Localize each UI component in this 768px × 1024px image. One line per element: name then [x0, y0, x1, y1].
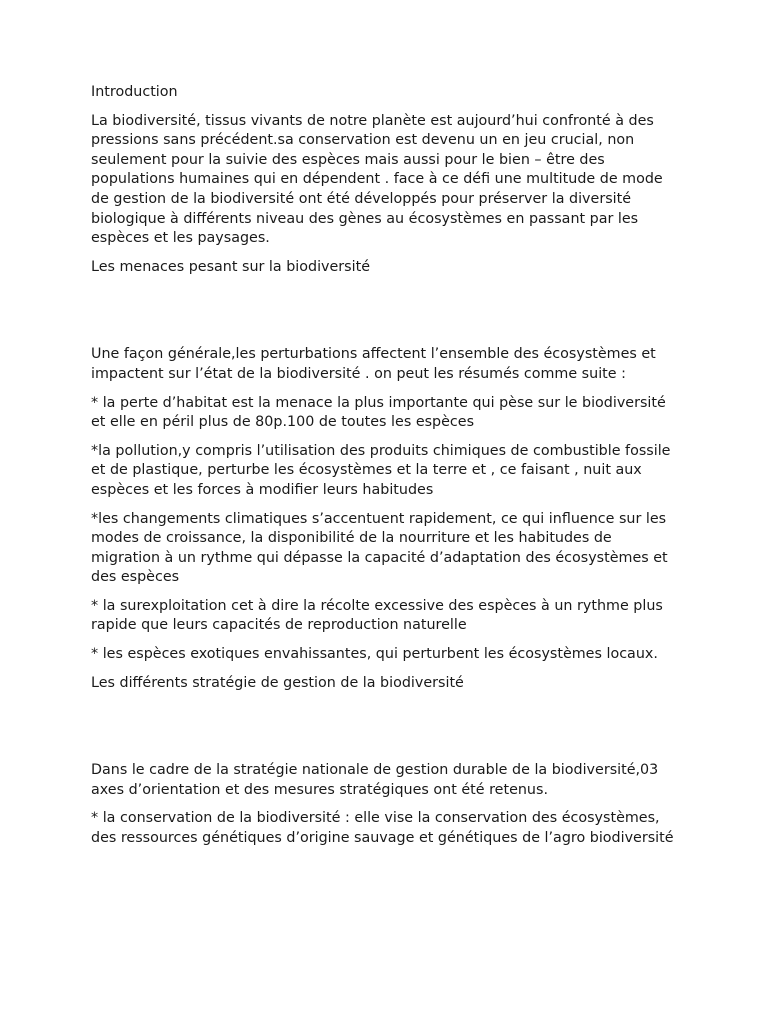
intro-paragraph: La biodiversité, tissus vivants de notre planète est aujourd’hui confronté à des pressions sans précédent.sa conservation est devenu un en jeu crucial, non seulement pour la suivie des espèces mais aussi pour le bien – être des populations humaines qui en dépendent . face à ce défi une multitude de mode de gestion de la biodiversité ont été développés pour préserver la diversité biologique à différents niveau des gènes au écosystèmes en passant par les espèces et les paysages. — [91, 112, 663, 247]
blank-space — [91, 286, 683, 345]
intro-heading: Introduction — [91, 84, 178, 100]
threats-intro-paragraph: Une façon générale,les perturbations affectent l’ensemble des écosystèmes et impactent sur l’état de la biodiversité . on peut les résumés comme suite : — [91, 346, 656, 382]
threat-item-pollution: *la pollution,y compris l’utilisation des produits chimiques de combustible fossile et de plastique, perturbe les écosystèmes et la terre et , ce faisant , nuit aux espèces et les forces à modifier leurs habitudes — [91, 442, 671, 498]
threat-item-habitat: * la perte d’habitat est la menace la plus importante qui pèse sur le biodiversité et elle en péril plus de 80p.100 de toutes les espèces — [91, 394, 666, 431]
document-body — [91, 83, 683, 858]
threats-heading: Les menaces pesant sur la biodiversité — [91, 258, 370, 275]
strategies-intro-paragraph: Dans le cadre de la stratégie nationale de gestion durable de la biodiversité,03 axes d’orientation et des mesures stratégiques ont été retenus. — [91, 762, 659, 798]
threat-item-climate: *les changements climatiques s’accentuent rapidement, ce qui influence sur les modes de croissance, la disponibilité de la nourriture et les habitudes de migration à un rythme qui dépasse la capacité d’adaptation des écosystèmes et des espèces — [91, 510, 668, 586]
threat-item-overexploitation: * la surexploitation cet à dire la récolte excessive des espèces à un rythme plus rapide que leurs capacités de reproduction naturelle — [91, 597, 663, 634]
strategies-heading: Les différents stratégie de gestion de la biodiversité — [91, 674, 464, 691]
strategy-item-conservation: * la conservation de la biodiversité : elle vise la conservation des écosystèmes, des ressources génétiques d’origine sauvage et génétiques de l’agro biodiversité — [91, 810, 674, 847]
blank-space — [91, 702, 683, 761]
threat-item-invasive: * les espèces exotiques envahissantes, qui perturbent les écosystèmes locaux. — [91, 646, 658, 663]
